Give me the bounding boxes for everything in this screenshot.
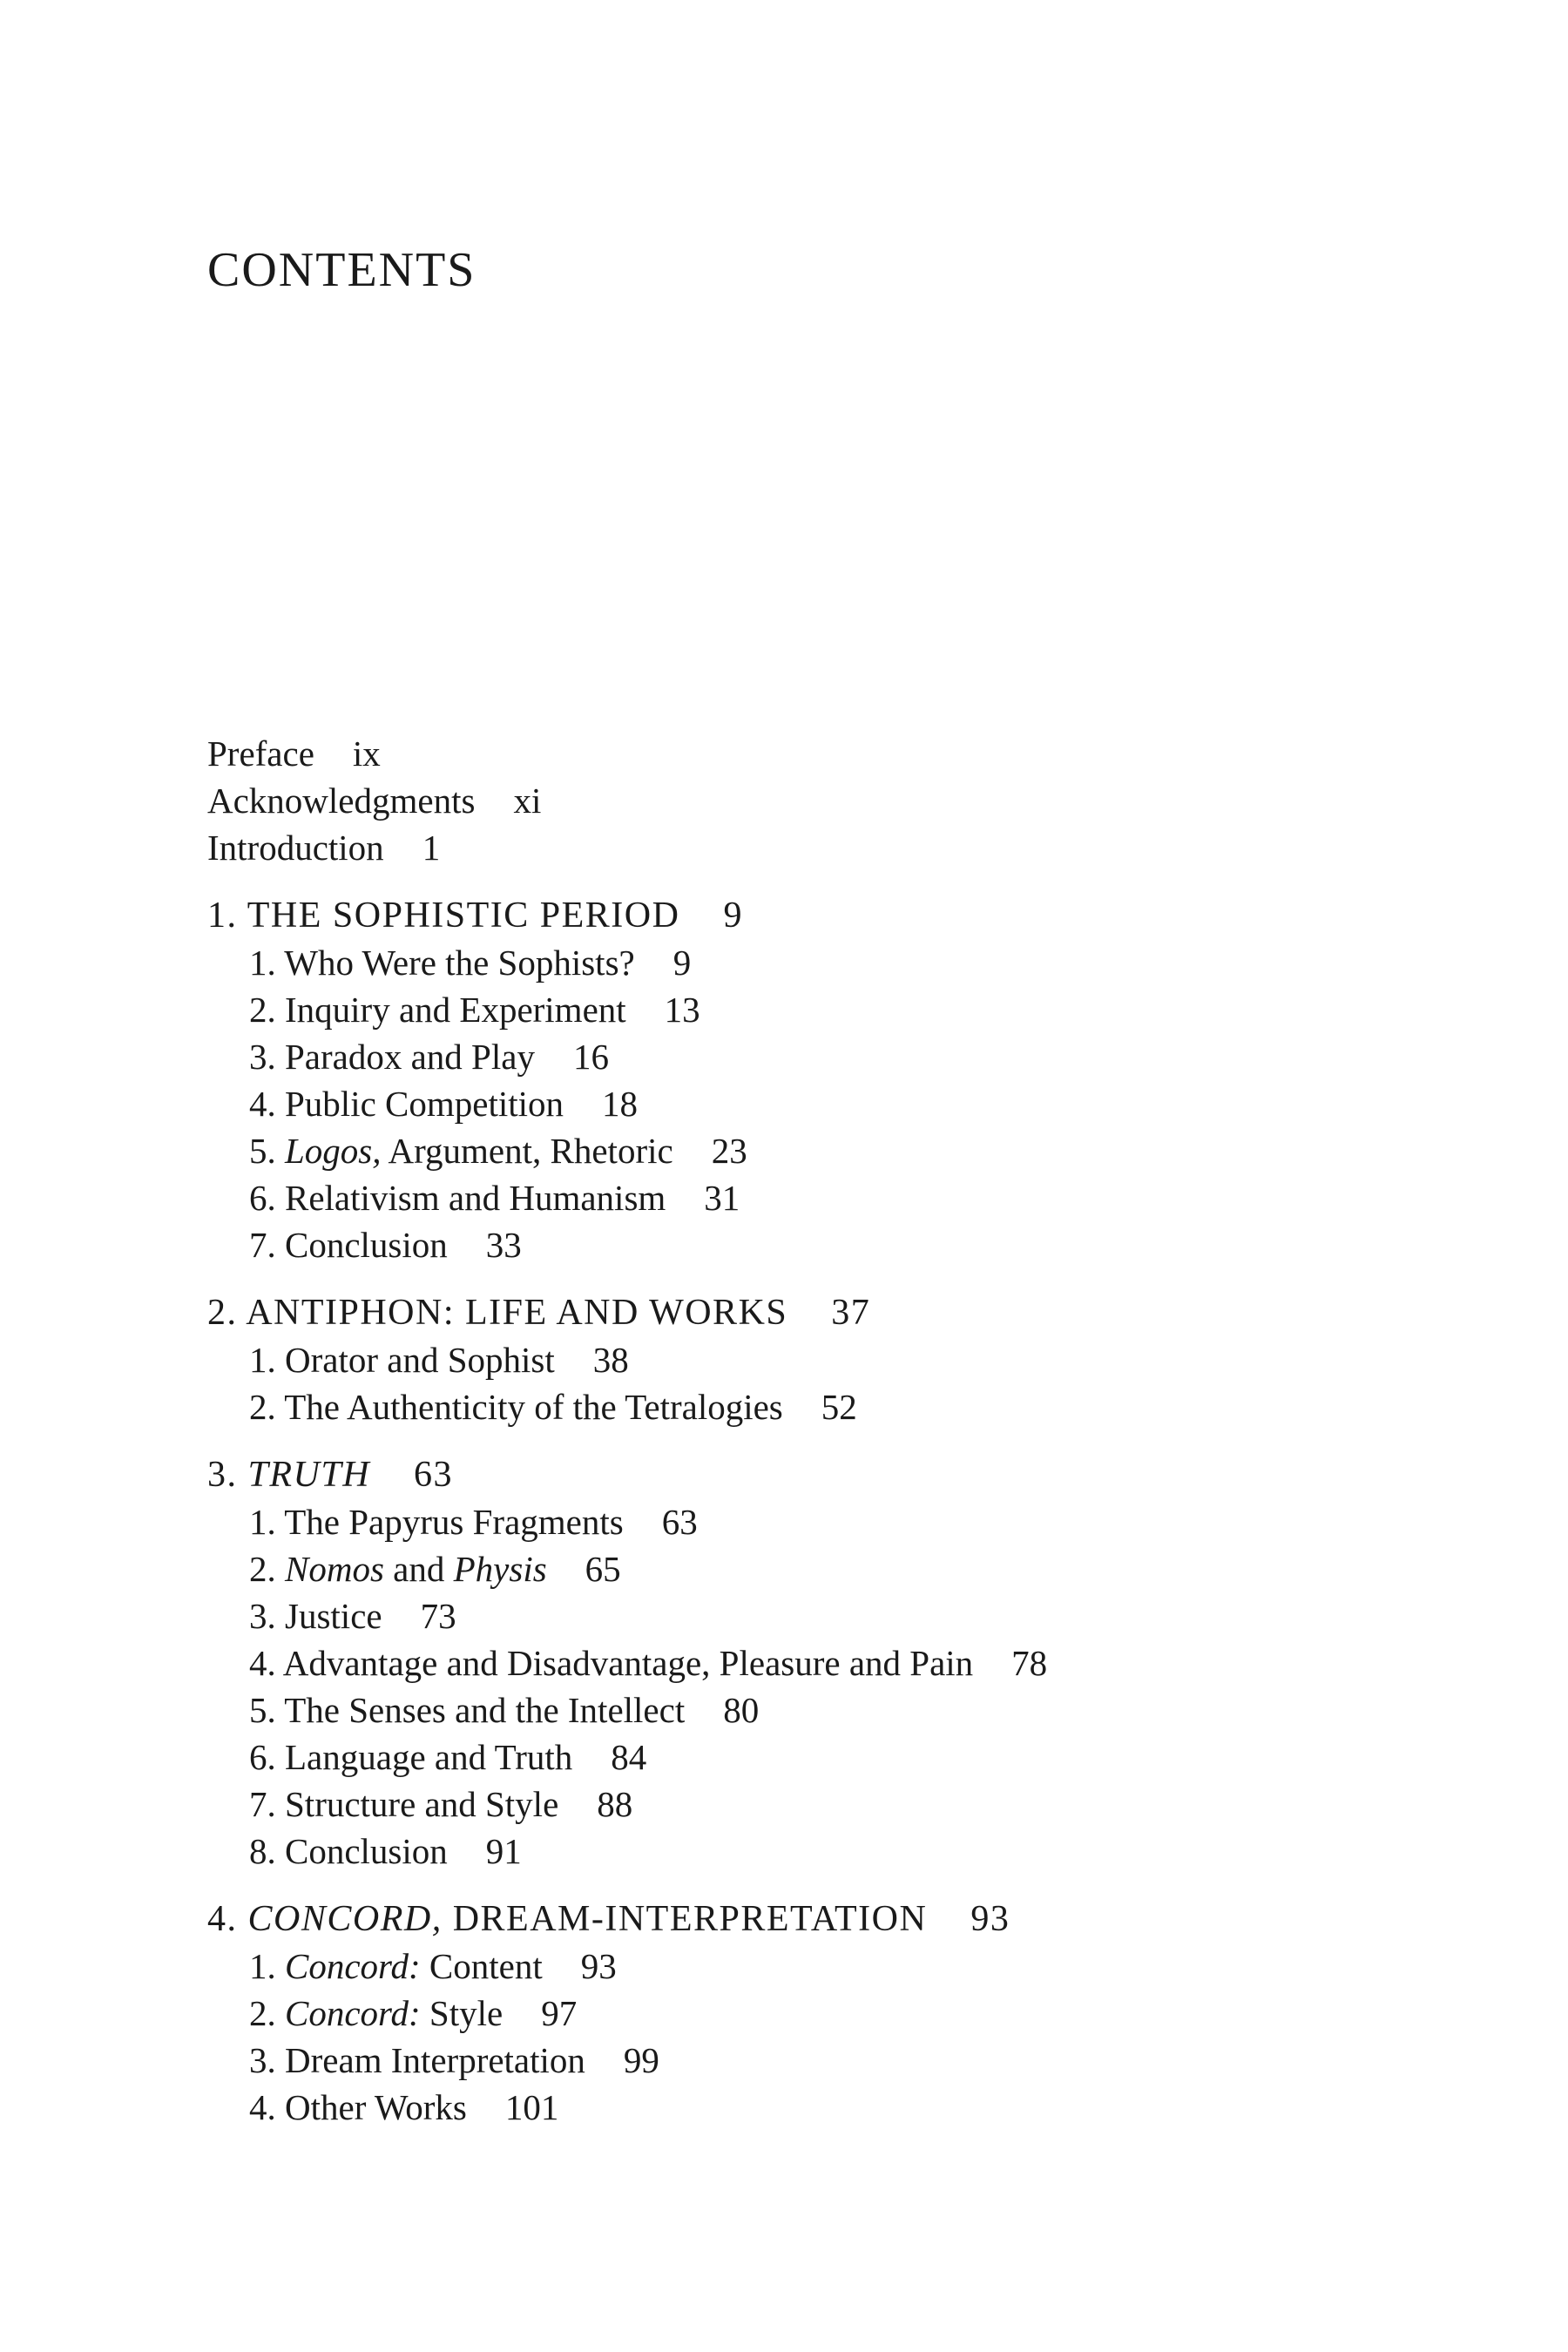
toc-entry[interactable] [207,730,1427,777]
section-title: Dream Interpretation [285,2040,585,2080]
section-list [207,1336,1427,1430]
section-number: 6. [249,1178,285,1218]
toc-page-number: 91 [485,1831,522,1871]
toc-page-number: 99 [623,2040,659,2080]
section-title: and [383,1549,454,1589]
toc-page-number: 37 [831,1293,871,1333]
section-entry[interactable] [249,1686,1427,1734]
section-number: 2. [249,1387,285,1427]
section-number: 7. [249,1225,285,1265]
section-entry[interactable] [249,1080,1427,1127]
toc-page-number: 33 [485,1225,522,1265]
page-title: CONTENTS [207,243,476,297]
section-number: 4. [249,1084,285,1124]
chapter-number: 1. [207,896,247,936]
section-entry[interactable] [249,939,1427,986]
chapter-heading[interactable] [207,1289,1427,1336]
section-list [207,939,1427,1268]
chapter-block [207,1451,1427,1875]
section-title: Inquiry and Experiment [285,990,626,1030]
toc-page-number: 9 [672,943,692,983]
section-entry[interactable] [249,2037,1427,2084]
toc-page-number: 16 [572,1037,609,1077]
toc-page-number: 1 [422,828,441,868]
section-number: 3. [249,1037,285,1077]
section-number: 4. [249,2087,285,2127]
section-number: 8. [249,1831,285,1871]
chapter-title: CONCORD, [247,1899,443,1939]
chapter-number: 4. [207,1899,248,1939]
chapter-title: THE SOPHISTIC PERIOD [247,896,680,936]
section-number: 4. [249,1643,283,1683]
chapter-block [207,1896,1427,2131]
toc-page-number: 18 [602,1084,639,1124]
section-entry[interactable] [249,2084,1427,2131]
section-number: 1. [249,1502,285,1542]
chapter-list [207,892,1427,2131]
section-title: Conclusion [285,1831,448,1871]
section-entry[interactable] [249,1127,1427,1174]
section-number: 2. [249,1549,285,1589]
section-entry[interactable] [249,1639,1427,1686]
section-number: 2. [249,1993,285,2033]
section-title: The Papyrus Fragments [284,1502,624,1542]
section-title: Content [420,1946,543,1986]
section-title: Concord: [285,1946,421,1986]
section-number: 1. [249,1946,285,1986]
chapter-heading[interactable] [207,1451,1427,1498]
section-title: Relativism and Humanism [285,1178,666,1218]
section-title: Orator and Sophist [285,1340,555,1380]
toc-page-number: 9 [723,896,743,936]
section-entry[interactable] [249,1033,1427,1080]
section-entry[interactable] [249,1592,1427,1639]
section-title: Language and Truth [285,1737,573,1777]
section-number: 2. [249,990,285,1030]
toc-page-number: 84 [611,1737,647,1777]
toc-page-number: 65 [585,1549,621,1589]
toc-page-number: xi [513,781,542,821]
chapter-block [207,892,1427,1268]
section-number: 5. [249,1131,285,1171]
section-title: Who Were the Sophists? [284,943,635,983]
chapter-heading[interactable] [207,892,1427,939]
section-entry[interactable] [249,1221,1427,1268]
toc-page-number: 88 [597,1784,633,1824]
chapter-number: 2. [207,1293,247,1333]
section-title: Style [420,1993,504,2033]
section-title: Nomos [285,1549,384,1589]
section-entry[interactable] [249,1498,1427,1545]
section-title: The Authenticity of the Tetralogies [284,1387,783,1427]
toc-page-number: 80 [723,1690,760,1730]
table-of-contents [207,730,1427,2152]
section-number: 1. [249,943,285,983]
section-title: Conclusion [285,1225,448,1265]
chapter-title: TRUTH [247,1455,371,1495]
toc-page-number: ix [352,733,381,774]
section-entry[interactable] [249,1828,1427,1875]
section-entry[interactable] [249,1383,1427,1430]
section-title: Physis [453,1549,547,1589]
section-entry[interactable] [249,1545,1427,1592]
section-number: 3. [249,2040,285,2080]
toc-page-number: 31 [704,1178,740,1218]
toc-page-number: 93 [970,1899,1010,1939]
toc-entry[interactable] [207,824,1427,871]
section-title: Other Works [285,2087,467,2127]
section-entry[interactable] [249,1990,1427,2037]
toc-page-number: 97 [541,1993,578,2033]
section-title: Logos, [285,1131,382,1171]
section-title: The Senses and the Intellect [284,1690,686,1730]
section-title: Structure and Style [285,1784,559,1824]
toc-page-number: 38 [592,1340,629,1380]
chapter-number: 3. [207,1455,248,1495]
section-title: Advantage and Disadvantage, Pleasure and Pain [282,1643,974,1683]
toc-entry[interactable] [207,777,1427,824]
section-title: Justice [285,1596,382,1636]
section-list [207,1498,1427,1875]
toc-page-number: 73 [420,1596,456,1636]
toc-entry-label: Acknowledgments [207,781,476,821]
toc-page-number: 23 [711,1131,747,1171]
toc-page-number: 13 [664,990,700,1030]
section-entry[interactable] [249,1174,1427,1221]
chapter-heading[interactable] [207,1896,1427,1943]
toc-page-number: 63 [661,1502,698,1542]
front-matter-list [207,730,1427,871]
toc-page-number: 93 [580,1946,617,1986]
section-title: Paradox and Play [285,1037,535,1077]
section-number: 1. [249,1340,285,1380]
section-number: 3. [249,1596,285,1636]
chapter-title: ANTIPHON: LIFE AND WORKS [246,1293,788,1333]
section-number: 6. [249,1737,285,1777]
toc-page-number: 78 [1011,1643,1048,1683]
section-entry[interactable] [249,1734,1427,1781]
toc-page-number: 63 [414,1455,454,1495]
section-title: Concord: [285,1993,421,2033]
section-number: 7. [249,1784,285,1824]
section-entry[interactable] [249,1781,1427,1828]
chapter-title: DREAM-INTERPRETATION [442,1899,928,1939]
toc-entry-label: Preface [207,733,314,774]
toc-page-number: 52 [821,1387,857,1427]
toc-entry-label: Introduction [207,828,384,868]
section-entry[interactable] [249,986,1427,1033]
section-title: Public Competition [285,1084,564,1124]
section-entry[interactable] [249,1943,1427,1990]
section-title: Argument, Rhetoric [381,1131,673,1171]
chapter-block [207,1289,1427,1430]
toc-page-number: 101 [504,2087,559,2127]
section-number: 5. [249,1690,285,1730]
section-list [207,1943,1427,2131]
section-entry[interactable] [249,1336,1427,1383]
